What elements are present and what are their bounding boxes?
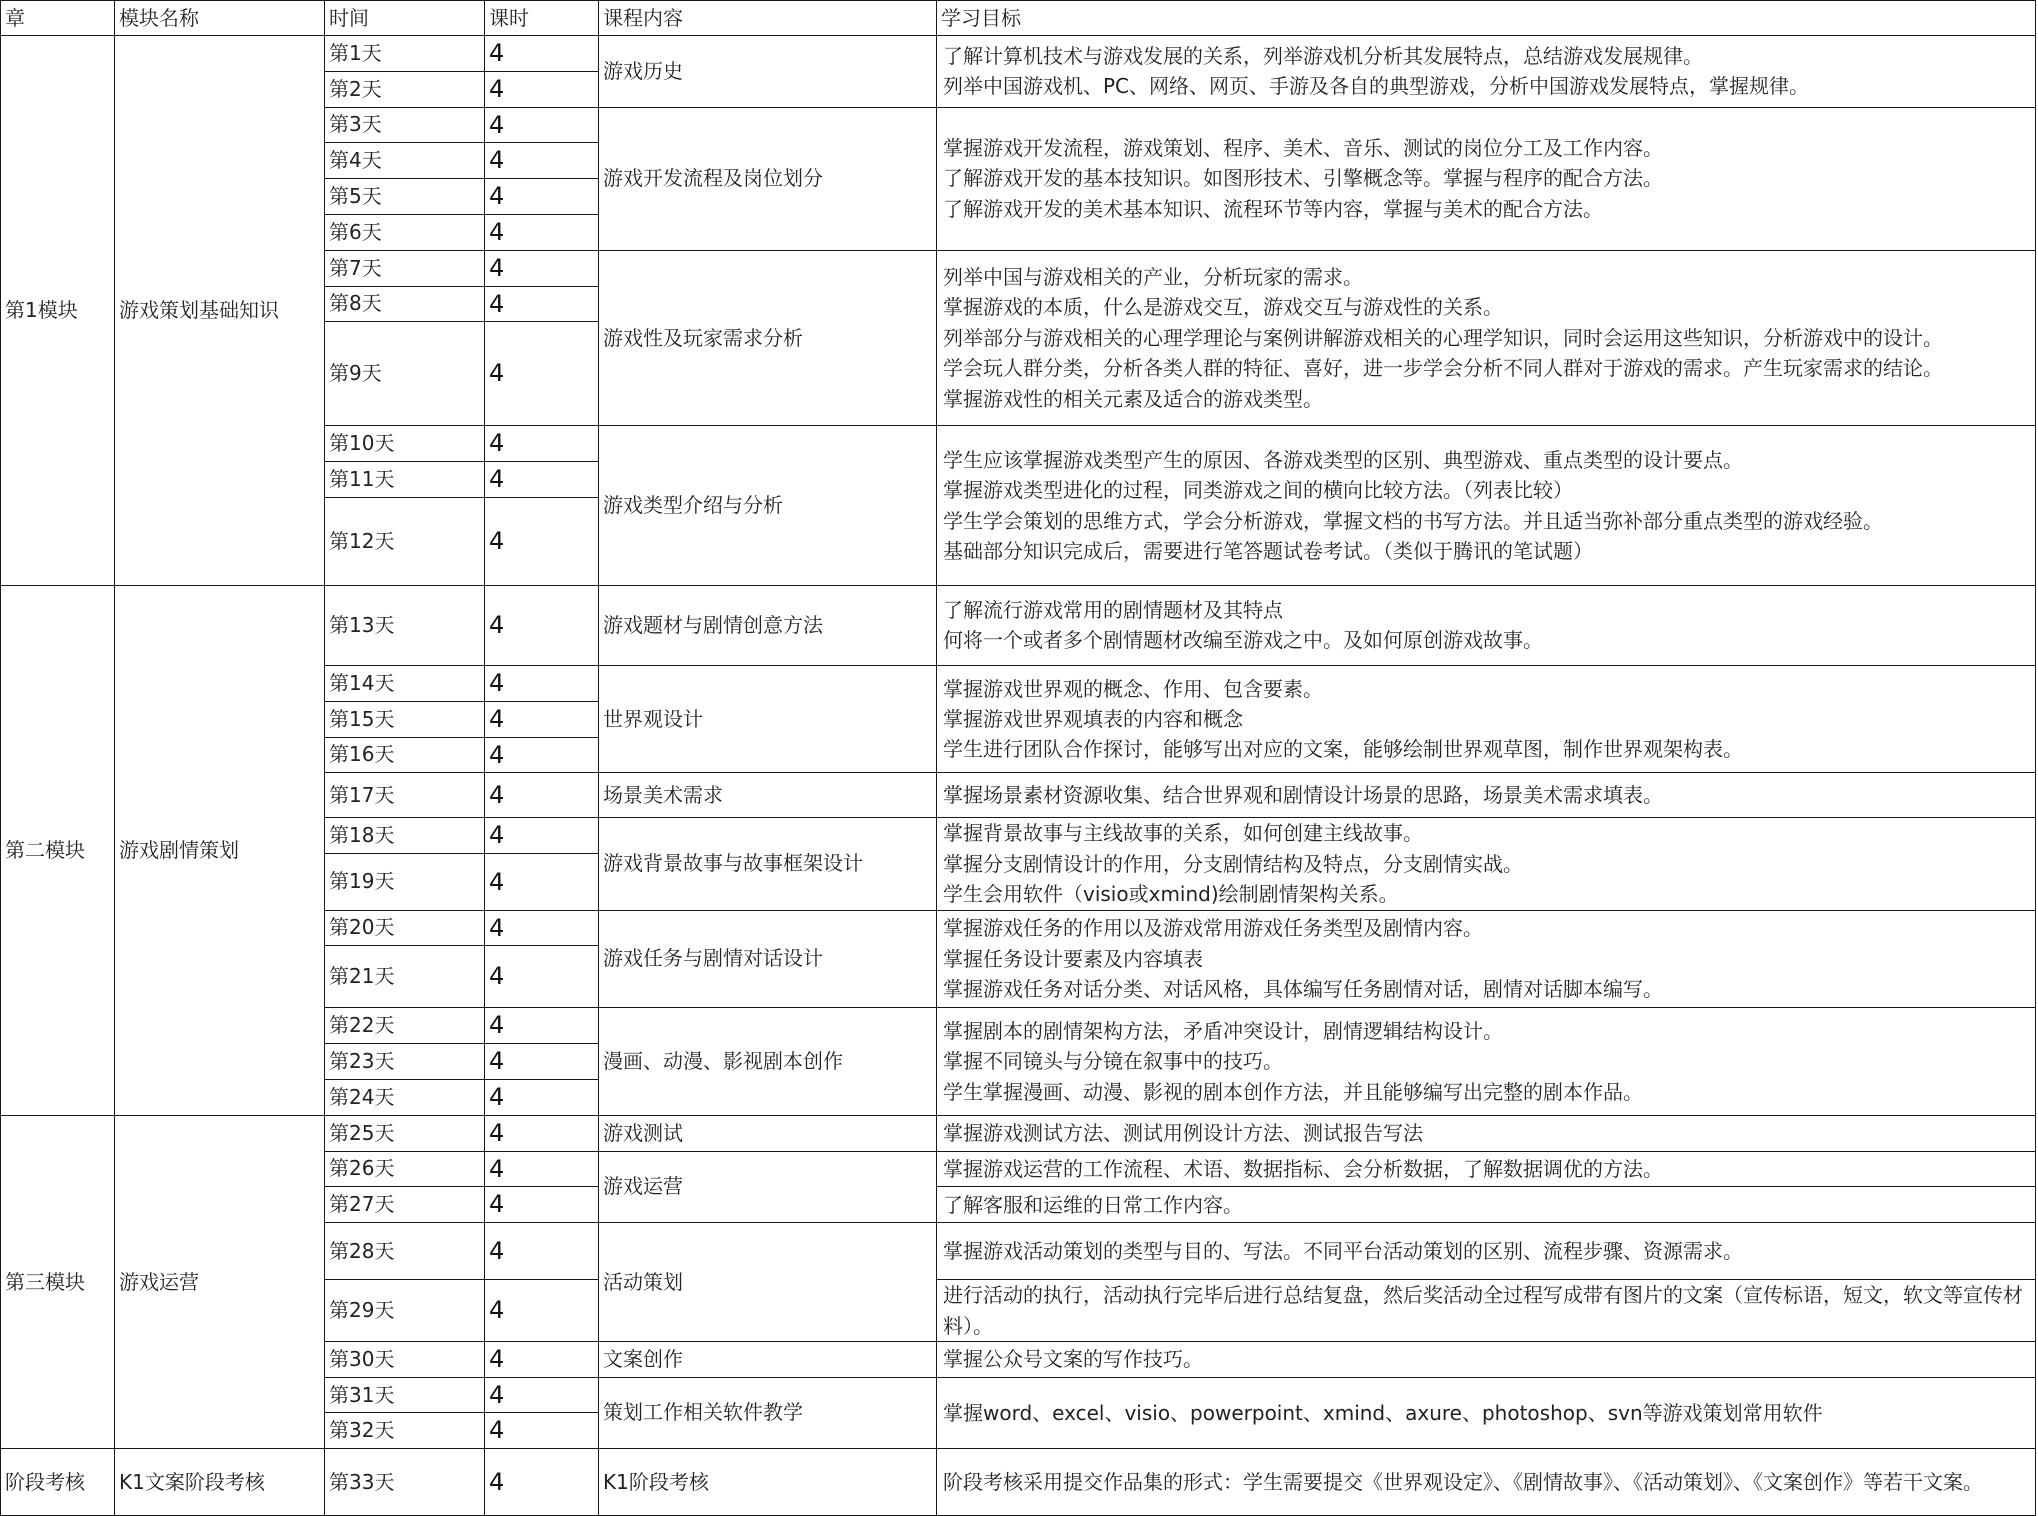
learning-goal-line: 掌握分支剧情设计的作用，分支剧情结构及特点，分支剧情实战。 bbox=[943, 851, 1523, 876]
hours-cell: 4 bbox=[485, 497, 599, 585]
hours-cell: 4 bbox=[485, 1187, 599, 1223]
hours-cell: 4 bbox=[485, 143, 599, 179]
learning-goal-cell bbox=[937, 1341, 2036, 1377]
course-content-cell: 游戏题材与剧情创意方法 bbox=[599, 585, 937, 665]
learning-goal-line: 学生应该掌握游戏类型产生的原因、各游戏类型的区别、典型游戏、重点类型的设计要点。 bbox=[943, 447, 1743, 472]
hours-cell: 4 bbox=[485, 854, 599, 910]
course-content-cell: 策划工作相关软件教学 bbox=[599, 1377, 937, 1449]
hours-cell: 4 bbox=[485, 426, 599, 462]
day-cell: 第12天 bbox=[325, 497, 485, 585]
day-cell: 第21天 bbox=[325, 946, 485, 1008]
learning-goal-line: 列举中国与游戏相关的产业，分析玩家的需求。 bbox=[943, 265, 1363, 290]
table-row bbox=[1, 1115, 2036, 1151]
chapter-cell: 阶段考核 bbox=[1, 1449, 115, 1516]
hours-cell: 4 bbox=[485, 36, 599, 72]
learning-goal-line: 学生会用软件（visio或xmind)绘制剧情架构关系。 bbox=[943, 882, 1399, 907]
learning-goal-cell bbox=[937, 1151, 2036, 1187]
learning-goal-line: 阶段考核采用提交作品集的形式：学生需要提交《世界观设定》、《剧情故事》、《活动策划》、《文案创作》等若干文案。 bbox=[943, 1470, 1983, 1495]
learning-goal-line: 了解游戏开发的基本技知识。如图形技术、引擎概念等。掌握与程序的配合方法。 bbox=[943, 166, 1663, 191]
learning-goal-line: 掌握游戏运营的工作流程、术语、数据指标、会分析数据，了解数据调优的方法。 bbox=[943, 1156, 1663, 1181]
hours-cell: 4 bbox=[485, 1449, 599, 1516]
hours-cell: 4 bbox=[485, 773, 599, 818]
day-cell: 第29天 bbox=[325, 1280, 485, 1342]
chapter-cell: 第三模块 bbox=[1, 1115, 115, 1449]
learning-goal-line: 掌握场景素材资源收集、结合世界观和剧情设计场景的思路，场景美术需求填表。 bbox=[943, 783, 1663, 808]
day-cell: 第22天 bbox=[325, 1008, 485, 1044]
learning-goal-cell bbox=[937, 910, 2036, 1008]
hours-cell: 4 bbox=[485, 1377, 599, 1413]
day-cell: 第31天 bbox=[325, 1377, 485, 1413]
day-cell: 第4天 bbox=[325, 143, 485, 179]
day-cell: 第9天 bbox=[325, 322, 485, 426]
header-time: 时间 bbox=[325, 1, 485, 36]
learning-goal-cell bbox=[937, 250, 2036, 426]
day-cell: 第5天 bbox=[325, 179, 485, 215]
hours-cell: 4 bbox=[485, 179, 599, 215]
module-name-cell: K1文案阶段考核 bbox=[115, 1449, 325, 1516]
learning-goal-line: 了解游戏开发的美术基本知识、流程环节等内容，掌握与美术的配合方法。 bbox=[943, 196, 1603, 221]
day-cell: 第23天 bbox=[325, 1044, 485, 1080]
day-cell: 第6天 bbox=[325, 214, 485, 250]
learning-goal-cell bbox=[937, 426, 2036, 586]
learning-goal-line: 掌握游戏类型进化的过程，同类游戏之间的横向比较方法。（列表比较） bbox=[943, 478, 1573, 503]
learning-goal-line: 了解计算机技术与游戏发展的关系，列举游戏机分析其发展特点，总结游戏发展规律。 bbox=[943, 43, 1703, 68]
day-cell: 第2天 bbox=[325, 71, 485, 107]
header-hours: 课时 bbox=[485, 1, 599, 36]
hours-cell: 4 bbox=[485, 1044, 599, 1080]
learning-goal-line: 掌握游戏性的相关元素及适合的游戏类型。 bbox=[943, 386, 1323, 411]
hours-cell: 4 bbox=[485, 1223, 599, 1280]
course-content-cell: 游戏历史 bbox=[599, 36, 937, 108]
learning-goal-line: 掌握游戏世界观的概念、作用、包含要素。 bbox=[943, 676, 1323, 701]
day-cell: 第17天 bbox=[325, 773, 485, 818]
day-cell: 第30天 bbox=[325, 1341, 485, 1377]
day-cell: 第27天 bbox=[325, 1187, 485, 1223]
hours-cell: 4 bbox=[485, 585, 599, 665]
learning-goal-cell bbox=[937, 107, 2036, 250]
day-cell: 第33天 bbox=[325, 1449, 485, 1516]
hours-cell: 4 bbox=[485, 1151, 599, 1187]
learning-goal-cell bbox=[937, 1115, 2036, 1151]
day-cell: 第7天 bbox=[325, 250, 485, 286]
course-content-cell: 游戏类型介绍与分析 bbox=[599, 426, 937, 586]
hours-cell: 4 bbox=[485, 1341, 599, 1377]
hours-cell: 4 bbox=[485, 107, 599, 143]
learning-goal-line: 掌握游戏活动策划的类型与目的、写法。不同平台活动策划的区别、流程步骤、资源需求。 bbox=[943, 1238, 1743, 1263]
day-cell: 第18天 bbox=[325, 818, 485, 854]
module-name-cell: 游戏策划基础知识 bbox=[115, 36, 325, 586]
day-cell: 第11天 bbox=[325, 462, 485, 498]
course-content-cell: 游戏背景故事与故事框架设计 bbox=[599, 818, 937, 910]
course-content-cell: 活动策划 bbox=[599, 1223, 937, 1342]
day-cell: 第28天 bbox=[325, 1223, 485, 1280]
learning-goal-line: 了解流行游戏常用的剧情题材及其特点 bbox=[943, 598, 1283, 623]
learning-goal-line: 掌握游戏任务对话分类、对话风格，具体编写任务剧情对话，剧情对话脚本编写。 bbox=[943, 977, 1663, 1002]
course-content-cell: 游戏性及玩家需求分析 bbox=[599, 250, 937, 426]
hours-cell: 4 bbox=[485, 1115, 599, 1151]
learning-goal-line: 掌握word、excel、visio、powerpoint、xmind、axure、photoshop、svn等游戏策划常用软件 bbox=[943, 1400, 1823, 1425]
learning-goal-line: 掌握游戏任务的作用以及游戏常用游戏任务类型及剧情内容。 bbox=[943, 916, 1483, 941]
learning-goal-line: 掌握游戏世界观填表的内容和概念 bbox=[943, 706, 1243, 731]
learning-goal-line: 基础部分知识完成后，需要进行笔答题试卷考试。（类似于腾讯的笔试题） bbox=[943, 539, 1593, 564]
course-content-cell: 文案创作 bbox=[599, 1341, 937, 1377]
hours-cell: 4 bbox=[485, 1280, 599, 1342]
hours-cell: 4 bbox=[485, 701, 599, 737]
learning-goal-line: 掌握不同镜头与分镜在叙事中的技巧。 bbox=[943, 1049, 1283, 1074]
hours-cell: 4 bbox=[485, 910, 599, 946]
hours-cell: 4 bbox=[485, 71, 599, 107]
learning-goal-cell bbox=[937, 1187, 2036, 1223]
learning-goal-cell bbox=[937, 1008, 2036, 1115]
hours-cell: 4 bbox=[485, 1008, 599, 1044]
chapter-cell: 第1模块 bbox=[1, 36, 115, 586]
day-cell: 第3天 bbox=[325, 107, 485, 143]
learning-goal-line: 掌握任务设计要素及内容填表 bbox=[943, 946, 1203, 971]
learning-goal-line: 学生掌握漫画、动漫、影视的剧本创作方法，并且能够编写出完整的剧本作品。 bbox=[943, 1079, 1643, 1104]
learning-goal-cell bbox=[937, 585, 2036, 665]
day-cell: 第24天 bbox=[325, 1079, 485, 1115]
day-cell: 第26天 bbox=[325, 1151, 485, 1187]
learning-goal-cell bbox=[937, 818, 2036, 910]
day-cell: 第32天 bbox=[325, 1413, 485, 1449]
day-cell: 第14天 bbox=[325, 665, 485, 701]
hours-cell: 4 bbox=[485, 286, 599, 322]
hours-cell: 4 bbox=[485, 1413, 599, 1449]
learning-goal-line: 掌握游戏测试方法、测试用例设计方法、测试报告写法 bbox=[943, 1120, 1423, 1145]
day-cell: 第15天 bbox=[325, 701, 485, 737]
learning-goal-line: 列举部分与游戏相关的心理学理论与案例讲解游戏相关的心理学知识，同时会运用这些知识，分析游戏中的设计。 bbox=[943, 325, 1943, 350]
day-cell: 第20天 bbox=[325, 910, 485, 946]
learning-goal-line: 掌握背景故事与主线故事的关系，如何创建主线故事。 bbox=[943, 821, 1423, 846]
chapter-cell: 第二模块 bbox=[1, 585, 115, 1115]
learning-goal-line: 掌握公众号文案的写作技巧。 bbox=[943, 1347, 1203, 1372]
day-cell: 第10天 bbox=[325, 426, 485, 462]
course-content-cell: K1阶段考核 bbox=[599, 1449, 937, 1516]
table-row bbox=[1, 1449, 2036, 1516]
hours-cell: 4 bbox=[485, 818, 599, 854]
learning-goal-cell bbox=[937, 773, 2036, 818]
learning-goal-cell bbox=[937, 665, 2036, 772]
header-chapter: 章 bbox=[1, 1, 115, 36]
learning-goal-line: 进行活动的执行，活动执行完毕后进行总结复盘，然后奖活动全过程写成带有图片的文案（宣传标语，短文，软文等宣传材料）。 bbox=[943, 1283, 2023, 1338]
hours-cell: 4 bbox=[485, 665, 599, 701]
day-cell: 第19天 bbox=[325, 854, 485, 910]
learning-goal-line: 何将一个或者多个剧情题材改编至游戏之中。及如何原创游戏故事。 bbox=[943, 628, 1543, 653]
learning-goal-cell bbox=[937, 1223, 2036, 1280]
learning-goal-line: 学生进行团队合作探讨，能够写出对应的文案，能够绘制世界观草图，制作世界观架构表。 bbox=[943, 737, 1743, 762]
learning-goal-line: 掌握游戏开发流程，游戏策划、程序、美术、音乐、测试的岗位分工及工作内容。 bbox=[943, 136, 1663, 161]
hours-cell: 4 bbox=[485, 737, 599, 773]
course-content-cell: 游戏开发流程及岗位划分 bbox=[599, 107, 937, 250]
header-learning-goal: 学习目标 bbox=[937, 1, 2036, 36]
header-module-name: 模块名称 bbox=[115, 1, 325, 36]
table-row bbox=[1, 585, 2036, 665]
day-cell: 第1天 bbox=[325, 36, 485, 72]
day-cell: 第16天 bbox=[325, 737, 485, 773]
learning-goal-line: 掌握剧本的剧情架构方法，矛盾冲突设计，剧情逻辑结构设计。 bbox=[943, 1018, 1503, 1043]
course-content-cell: 漫画、动漫、影视剧本创作 bbox=[599, 1008, 937, 1115]
learning-goal-cell bbox=[937, 1377, 2036, 1449]
table-row bbox=[1, 36, 2036, 72]
course-content-cell: 游戏任务与剧情对话设计 bbox=[599, 910, 937, 1008]
day-cell: 第8天 bbox=[325, 286, 485, 322]
learning-goal-line: 学会玩人群分类，分析各类人群的特征、喜好，进一步学会分析不同人群对于游戏的需求。产生玩家需求的结论。 bbox=[943, 356, 1943, 381]
module-name-cell: 游戏剧情策划 bbox=[115, 585, 325, 1115]
day-cell: 第13天 bbox=[325, 585, 485, 665]
learning-goal-cell bbox=[937, 1280, 2036, 1342]
hours-cell: 4 bbox=[485, 214, 599, 250]
header-course-content: 课程内容 bbox=[599, 1, 937, 36]
learning-goal-cell bbox=[937, 36, 2036, 108]
learning-goal-cell bbox=[937, 1449, 2036, 1516]
learning-goal-line: 学生学会策划的思维方式，学会分析游戏，掌握文档的书写方法。并且适当弥补部分重点类型的游戏经验。 bbox=[943, 508, 1883, 533]
hours-cell: 4 bbox=[485, 462, 599, 498]
hours-cell: 4 bbox=[485, 322, 599, 426]
hours-cell: 4 bbox=[485, 250, 599, 286]
learning-goal-line: 掌握游戏的本质，什么是游戏交互，游戏交互与游戏性的关系。 bbox=[943, 295, 1503, 320]
course-content-cell: 世界观设计 bbox=[599, 665, 937, 772]
course-content-cell: 游戏测试 bbox=[599, 1115, 937, 1151]
course-content-cell: 场景美术需求 bbox=[599, 773, 937, 818]
day-cell: 第25天 bbox=[325, 1115, 485, 1151]
header-row bbox=[1, 1, 2036, 36]
hours-cell: 4 bbox=[485, 946, 599, 1008]
learning-goal-line: 列举中国游戏机、PC、网络、网页、手游及各自的典型游戏，分析中国游戏发展特点，掌握规律。 bbox=[943, 74, 1810, 99]
hours-cell: 4 bbox=[485, 1079, 599, 1115]
module-name-cell: 游戏运营 bbox=[115, 1115, 325, 1449]
learning-goal-line: 了解客服和运维的日常工作内容。 bbox=[943, 1192, 1243, 1217]
course-content-cell: 游戏运营 bbox=[599, 1151, 937, 1223]
